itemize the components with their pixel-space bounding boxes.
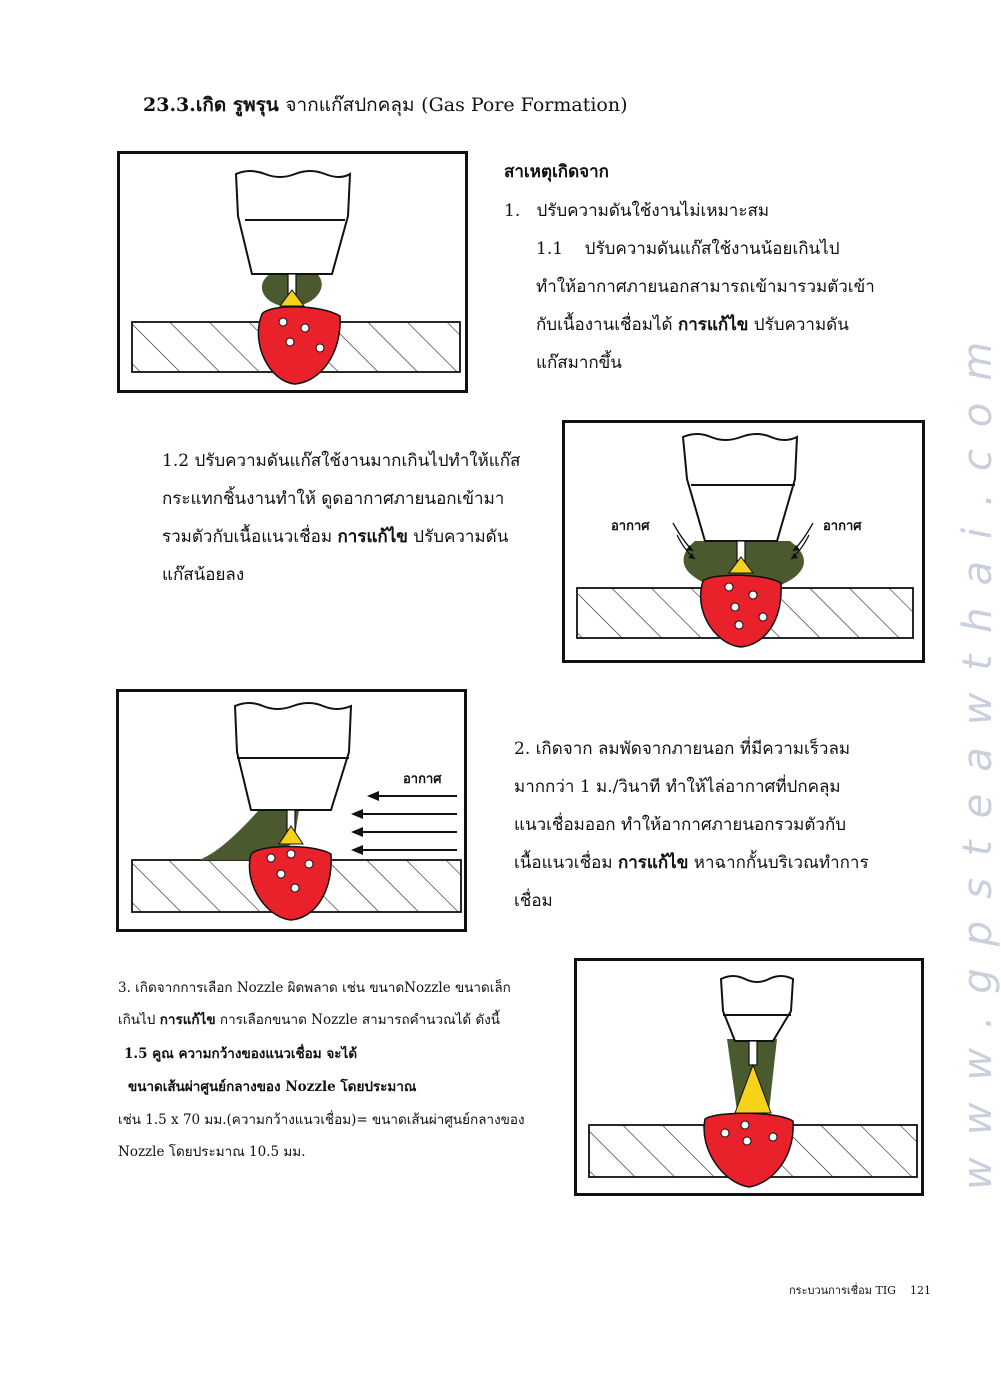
cause-2-line3: แนวเชื่อมออก ทำให้อากาศภายนอกรวมตัวกับ <box>514 815 847 835</box>
book-title: กระบวนการเชื่อม TIG <box>789 1284 896 1297</box>
nozzle-formula-line2: ขนาดเส้นผ่าศูนย์กลางของ Nozzle โดยประมาณ <box>128 1079 417 1095</box>
figure-low-pressure <box>117 151 468 393</box>
figure-wind <box>116 689 467 932</box>
cause-2-line4: เนื้อแนวเชื่อม การแก้ไข หาฉากกั้นบริเวณทำการ <box>514 853 869 873</box>
cause-2-line2: มากกว่า 1 ม./วินาที ทำให้ไล่อากาศที่ปกคลุม <box>514 777 841 797</box>
fix-label: การแก้ไข <box>617 853 689 873</box>
nozzle-example-line1: เช่น 1.5 x 70 มม.(ความกว้างแนวเชื่อม)= ขนาดเส้นผ่าศูนย์กลางของ <box>118 1112 525 1128</box>
cause-3-line1: 3. เกิดจากการเลือก Nozzle ผิดพลาด เช่น ขนาดNozzle ขนาดเล็ก <box>118 980 511 996</box>
title-main: รูพรุน <box>232 94 279 116</box>
causes-heading: สาเหตุเกิดจาก <box>504 162 609 182</box>
title-number: 23.3.เกิด <box>143 94 227 116</box>
page-footer <box>789 1281 931 1299</box>
cause-1-2-line3: รวมตัวกับเนื้อแนวเชื่อม การแก้ไข ปรับความดัน <box>162 527 509 547</box>
torch-nozzle <box>235 703 351 810</box>
figure-nozzle-size <box>574 958 924 1196</box>
cause-2-line5: เชื่อม <box>514 891 553 911</box>
watermark: www.gpsteawthai.com <box>955 319 1001 1190</box>
torch-nozzle <box>236 171 350 274</box>
cause-1-2-line2: กระแทกชิ้นงานทำให้ ดูดอากาศภายนอกเข้ามา <box>162 489 505 509</box>
cause-1-1-line2: ทำให้อากาศภายนอกสามารถเข้ามารวมตัวเข้า <box>536 277 875 297</box>
cause-3-line2: เกินไป การแก้ไข การเลือกขนาด Nozzle สามารถคำนวณได้ ดังนี้ <box>118 1012 501 1028</box>
torch-nozzle <box>721 976 793 1041</box>
section-title <box>143 90 628 120</box>
cause-2-line1: 2. เกิดจาก ลมพัดจากภายนอก ที่มีความเร็วลม <box>514 739 851 759</box>
welding-illustration-3 <box>119 692 464 929</box>
cause-1-1-line1: 1.1 ปรับความดันแก๊สใช้งานน้อยเกินไป <box>536 239 840 259</box>
fix-label: การแก้ไข <box>159 1012 216 1028</box>
wind-arrows <box>353 796 457 850</box>
air-label-right: อากาศ <box>823 519 862 534</box>
cause-1-1-line4: แก๊สมากขึ้น <box>536 353 622 373</box>
torch-nozzle <box>683 434 797 541</box>
nozzle-example-line2: Nozzle โดยประมาณ 10.5 มม. <box>118 1144 306 1160</box>
fix-label: การแก้ไข <box>337 527 408 547</box>
cause-1: 1. ปรับความดันใช้งานไม่เหมาะสม <box>504 201 770 221</box>
welding-illustration-2 <box>565 423 922 660</box>
figure-high-pressure <box>562 420 925 663</box>
cause-1-2-line1: 1.2 ปรับความดันแก๊สใช้งานมากเกินไปทำให้แก๊ส <box>162 451 521 471</box>
title-rest: จากแก๊สปกคลุม <box>285 94 415 116</box>
nozzle-formula-line1: 1.5 คูณ ความกว้างของแนวเชื่อม จะได้ <box>124 1046 358 1062</box>
title-english: (Gas Pore Formation) <box>421 94 628 116</box>
welding-illustration-1 <box>120 154 465 390</box>
fix-label: การแก้ไข <box>677 315 749 335</box>
air-label: อากาศ <box>403 772 442 787</box>
welding-illustration-4 <box>577 961 921 1193</box>
air-label-left: อากาศ <box>611 519 650 534</box>
cause-1-2-line4: แก๊สน้อยลง <box>162 565 245 585</box>
cause-1-1-line3: กับเนื้องานเชื่อมได้ การแก้ไข ปรับความดัน <box>536 315 849 335</box>
page-number: 121 <box>909 1284 931 1297</box>
